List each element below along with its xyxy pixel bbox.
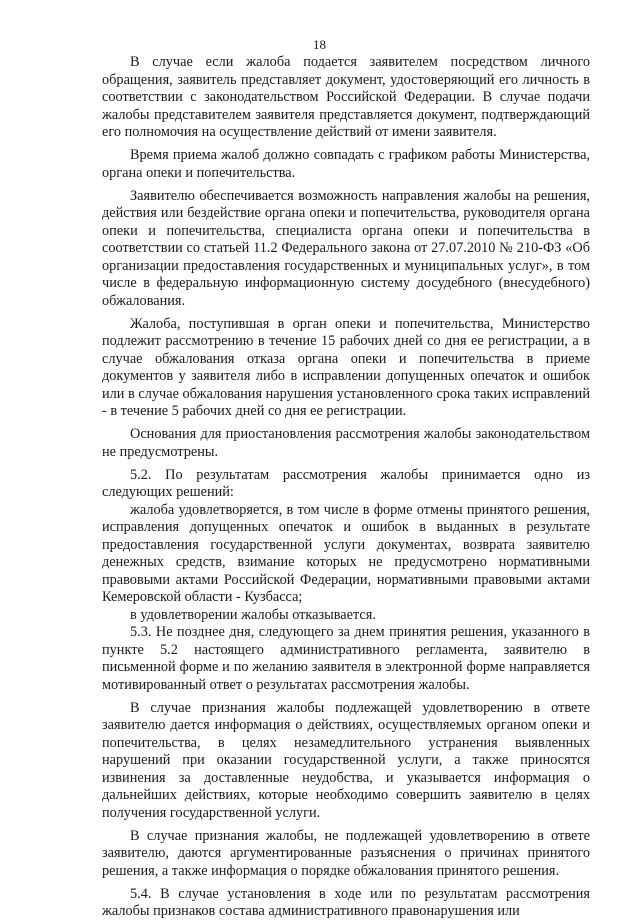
paragraph: Заявителю обеспечивается возможность направления жалобы на решения, действия или бездействие органа опеки и попечительства, руководителя органа опеки и попечительства, специалиста органа опеки и попечительства в соответствии со статьей 11.2 Федерального закона от 27.07.2010 № 210-ФЗ «Об организации предоставления государственных и муниципальных услуг», в том числе в федеральную информационную систему досудебного (внесудебного) обжалования. (102, 187, 590, 309)
page-number: 18 (313, 37, 326, 52)
paragraph: Жалоба, поступившая в орган опеки и попечительства, Министерство подлежит рассмотрению в течение 15 рабочих дней со дня ее регистрации, а в случае обжалования отказа органа опеки и попечительства в приеме документов у заявителя либо в исправлении допущенных опечаток и ошибок или в случае обжалования нарушения установленного срока таких исправлений - в течение 5 рабочих дней со дня ее регистрации. (102, 315, 590, 419)
paragraph: 5.4. В случае установления в ходе или по результатам рассмотрения жалобы признаков состава административного правонарушения или (102, 885, 590, 919)
paragraph: Основания для приостановления рассмотрения жалобы законодательством не предусмотрены. (102, 426, 590, 460)
document-body (102, 54, 590, 921)
paragraph: В случае признания жалобы, не подлежащей удовлетворению в ответе заявителю, даются аргументированные разъяснения о причинах принятого решения, а также информация о порядке обжалования принятого решения. (102, 827, 590, 879)
paragraph: 5.2. По результатам рассмотрения жалобы принимается одно из следующих решений: (102, 466, 590, 500)
paragraph: В случае если жалоба подается заявителем посредством личного обращения, заявитель представляет документ, удостоверяющий его личность в соответствии с законодательством Российской Федерации. В случае подачи жалобы представителем заявителя представляется документ, подтверждающий его полномочия на осуществление действий от имени заявителя. (102, 54, 590, 140)
paragraph: В случае признания жалобы подлежащей удовлетворению в ответе заявителю дается информация о действиях, осуществляемых органом опеки и попечительства, в целях незамедлительного устранения выявленных нарушений при оказании государственной услуги, а также приносятся извинения за доставленные неудобства, и указывается информация о дальнейших действиях, которые необходимо совершить заявителю в целях получения государственной услуги. (102, 699, 590, 821)
paragraph: в удовлетворении жалобы отказывается. (130, 606, 376, 623)
paragraph: 5.3. Не позднее дня, следующего за днем принятия решения, указанного в пункте 5.2 настоящего административного регламента, заявителю в письменной форме и по желанию заявителя в электронной форме направляется мотивированный ответ о результатах рассмотрения жалобы. (102, 624, 590, 693)
paragraph: жалоба удовлетворяется, в том числе в форме отмены принятого решения, исправления допущенных опечаток и ошибок в выданных в результате предоставления государственной услуги документах, возврата заявителю денежных средств, взимание которых не предусмотрено нормативными правовыми актами Российской Федерации, нормативными правовыми актами Кемеровской области - Кузбасса; (102, 501, 590, 605)
paragraph: Время приема жалоб должно совпадать с графиком работы Министерства, органа опеки и попечительства. (102, 147, 590, 181)
